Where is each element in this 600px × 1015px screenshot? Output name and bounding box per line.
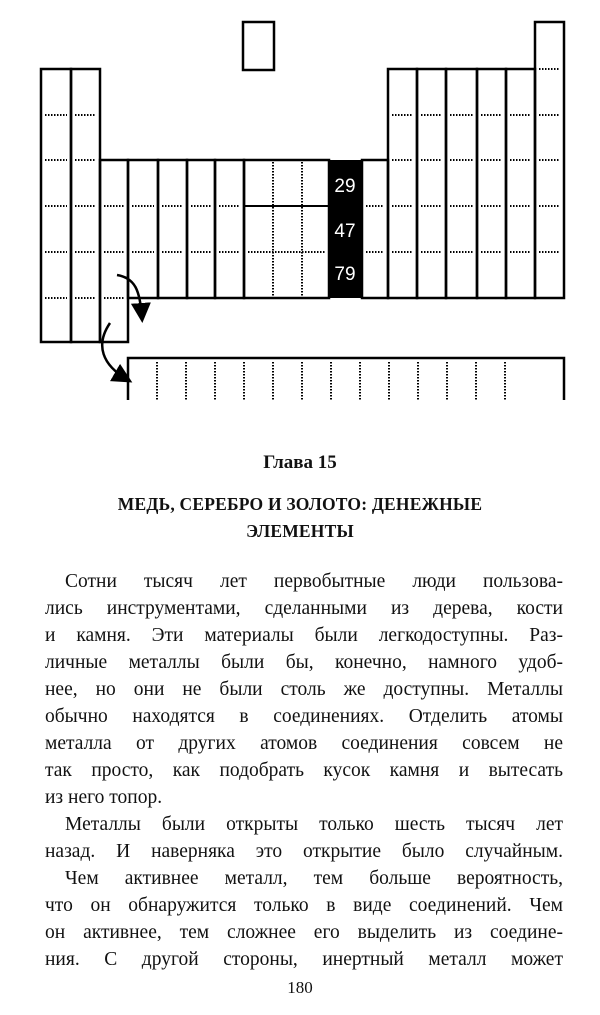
text-line: назад. И наверняка это открытие было случайным. xyxy=(45,841,563,862)
text-line: ния. С другой стороны, инертный металл может xyxy=(45,949,563,970)
table-column xyxy=(477,69,506,298)
table-column xyxy=(158,160,187,298)
arrow-actinides xyxy=(102,323,128,380)
page-number: 180 xyxy=(287,978,313,997)
text-line: нее, но они не были столь же доступны. Металлы xyxy=(45,679,563,700)
hydrogen-cell xyxy=(243,22,274,70)
text-line: личные металлы были бы, конечно, намного удоб- xyxy=(45,652,563,673)
table-column xyxy=(417,69,446,298)
table-column xyxy=(128,160,158,298)
chapter-number: Глава 15 xyxy=(263,452,337,473)
group-8-10-block xyxy=(244,160,329,298)
highlighted-column xyxy=(329,160,362,298)
chapter-title-line: ЭЛЕМЕНТЫ xyxy=(246,521,354,541)
table-column xyxy=(446,69,477,298)
table-column xyxy=(187,160,215,298)
body-text xyxy=(45,568,563,973)
text-line: обычно находятся в соединениях. Отделить атомы xyxy=(45,706,563,727)
text-line: что он обнаружится только в виде соединений. Чем xyxy=(45,895,563,916)
table-column xyxy=(215,160,244,298)
lanthanide-row xyxy=(128,358,564,400)
text-line: так просто, как подобрать кусок камня и вытесать xyxy=(45,760,563,781)
text-line: Чем активнее металл, тем больше вероятность, xyxy=(65,868,563,889)
chapter-title xyxy=(60,491,540,545)
text-line: Сотни тысяч лет первобытные люди пользова- xyxy=(65,571,563,592)
text-line: из него топор. xyxy=(45,787,163,808)
element-gold: 79 xyxy=(334,264,356,285)
text-line: он активнее, тем сложнее его выделить из соедине- xyxy=(45,922,563,943)
table-column xyxy=(362,160,388,298)
arrow-lanthanides xyxy=(117,275,142,318)
chapter-title-line: МЕДЬ, СЕРЕБРО И ЗОЛОТО: ДЕНЕЖНЫЕ xyxy=(117,494,483,514)
element-copper: 29 xyxy=(334,176,356,197)
periodic-table-figure xyxy=(0,0,600,400)
text-line: металла от других атомов соединения совсем не xyxy=(45,733,563,754)
table-column xyxy=(388,69,417,298)
text-line: лись инструментами, сделанными из дерева, кости xyxy=(45,598,563,619)
table-column xyxy=(506,69,535,298)
text-line: Металлы были открыты только шесть тысяч лет xyxy=(65,814,563,835)
element-silver: 47 xyxy=(334,221,356,242)
text-line: и камня. Эти материалы были легкодоступны. Раз- xyxy=(45,625,563,646)
